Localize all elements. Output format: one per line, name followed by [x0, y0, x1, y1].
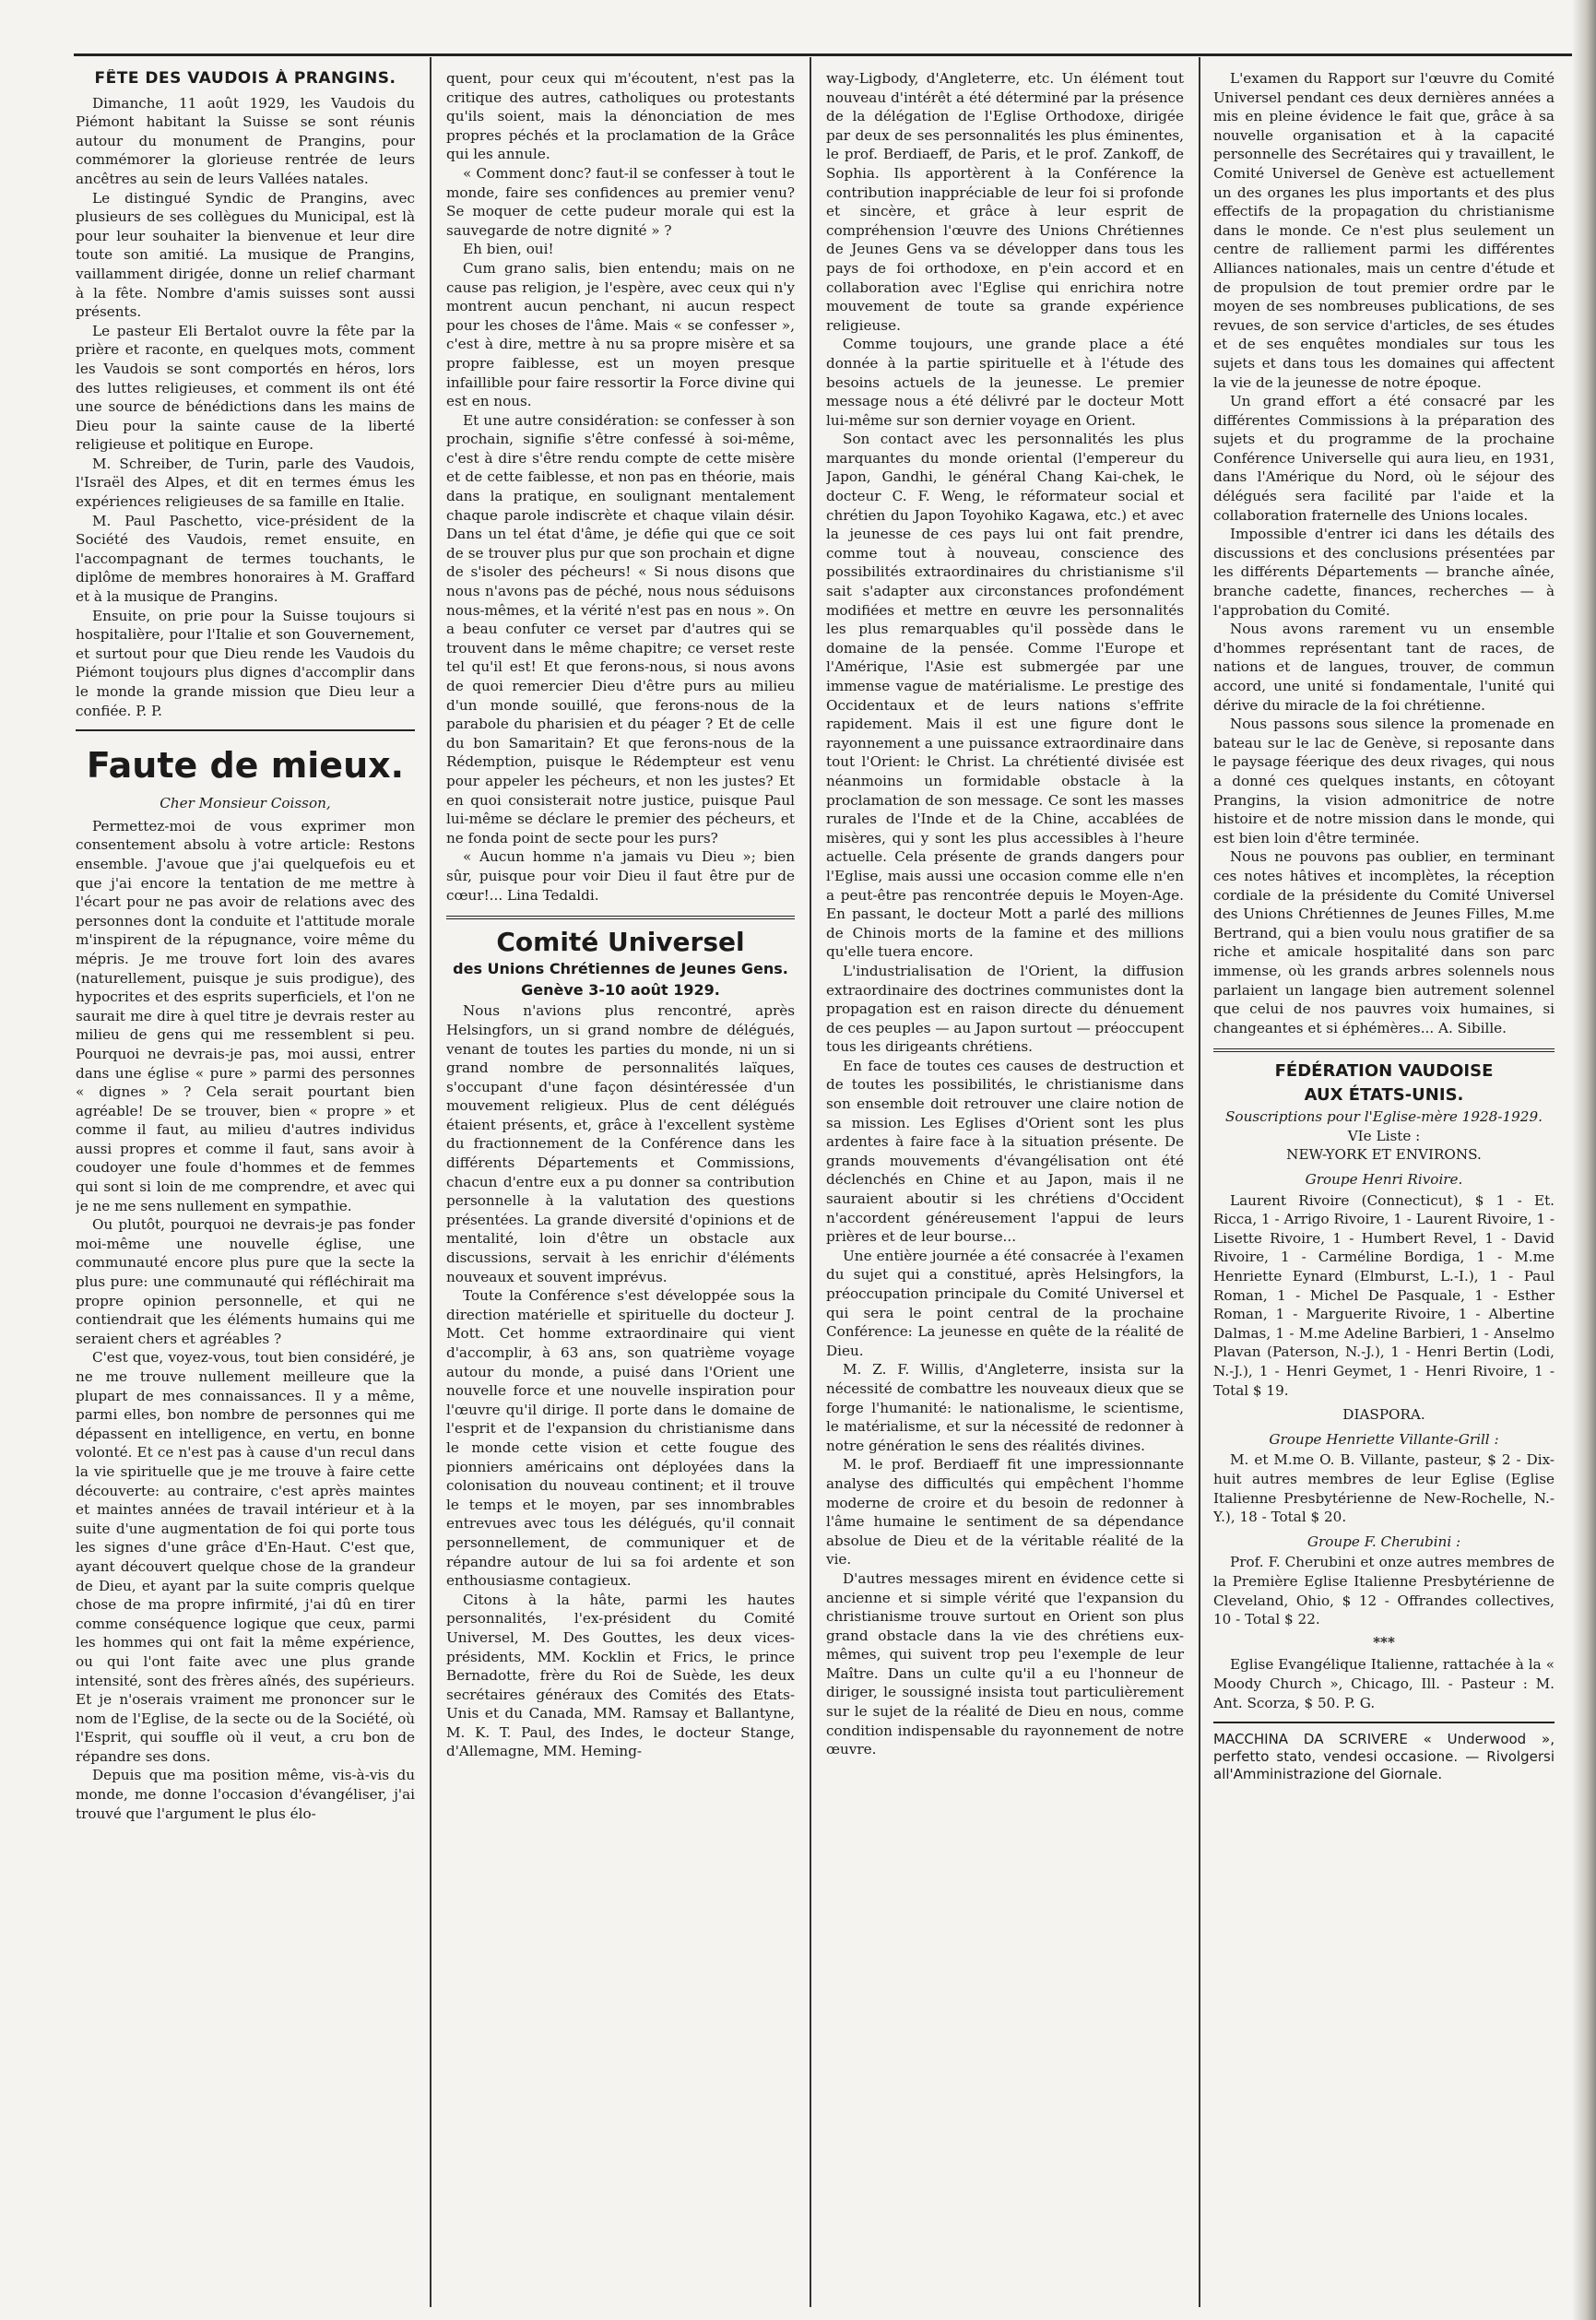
fete-paragraph: Ensuite, on prie pour la Suisse toujours si hospitalière, pour l'Italie et son Gouvernement, et surtout pour que Dieu rende les Vaudois du Piémont toujours plus dignes d'accomplir dans le monde la grande mission que Dieu leur a confiée. P. P. — [76, 607, 415, 719]
comite-paragraph: L'examen du Rapport sur l'œuvre du Comité Universel pendant ces deux dernières années a mis en pleine évidence le fait que, grâce à sa nouvelle organisation et à la capacité personnelle des Secrétaires qui y travaillent, le Comité Universel de Genève est actuellement un des organes les plus importants et des plus effectifs de la propagation du christianisme dans le monde. Ce n'est plus seulement un centre de ralliement parmi les différentes Alliances nationales, mais un centre d'étude et de propulsion de tout premier ordre par le moyen de ses nombreuses publications, de ses revues, de son service d'articles, de ses études et de ses enquêtes mondiales sur tous les sujets et dans tous les domaines qui affectent la vie de la jeunesse de notre époque. — [1213, 70, 1555, 391]
federation-region: NEW-YORK ET ENVIRONS. — [1286, 1146, 1482, 1164]
group-title: Groupe Henriette Villante-Grill : — [1269, 1430, 1499, 1448]
comite-paragraph: Toute la Conférence s'est développée sous la direction matérielle et spirituelle du docteur J. Mott. Cet homme extraordinaire qui vient d'accomplir, à 63 ans, son quatrième voyage autour du monde, a puisé dans l'Orient une nouvelle force et une nouvelle inspiration pour l'œuvre qu'il dirige. Il porte dans le domaine de l'esprit et de l'expansion du christianisme dans le monde cette vision et cette fougue des pionniers américains ont déployées dans la colonisation du nouveau continent; et il trouve le temps et le moyen, par ses innombrables entrevues avec tous les délégués, qu'il connait personnellement, de communiquer et de répandre autour de lui sa foi ardente et son enthousiasme contagieux. — [446, 1287, 795, 1590]
faute-paragraph: Cum grano salis, bien entendu; mais on ne cause pas religion, je l'espère, avec ceux qui n'y montrent aucun penchant, ni aucun respect pour les choses de l'âme. Mais « se confesser », c'est à dire, mettre à nu sa propre misère et sa propre faiblesse, est un moyen presque infaillible pour faire ressortir la Force divine qui est en nous. — [446, 259, 795, 410]
comite-paragraph: M. le prof. Berdiaeff fit une impressionnante analyse des difficultés qui empêchent l'homme moderne de croire et du besoin de redonner à l'âme humaine le sentiment de sa dépendance absolue de Dieu et de la véritable réalité de la vie. — [826, 1456, 1184, 1568]
faute-paragraph: Depuis que ma position même, vis-à-vis du monde, me donne l'occasion d'évangéliser, j'ai trouvé que l'argument le plus élo- — [76, 1767, 415, 1822]
diaspora-heading: DIASPORA. — [1342, 1406, 1425, 1424]
faute-title: Faute de mieux. — [86, 745, 405, 787]
comite-paragraph: Nous ne pouvons pas oublier, en terminant ces notes hâtives et incomplètes, la réception cordiale de la présidente du Comité Universel des Unions Chrétiennes de Jeunes Filles, M.me Bertrand, qui a bien voulu nous gratifier de sa riche et amicale hospitalité dans son parc immense, où les grands arbres solennels nous parlaient un langage bien autrement solennel que celui de nos pauvres voix humaines, si changeantes et si éphémères... A. Sibille. — [1213, 848, 1555, 1036]
comite-paragraph: Nous n'avions plus rencontré, après Helsingfors, un si grand nombre de délégués, venant de toutes les parties du monde, ni un si grand nombre de personnalités laïques, s'occupant d'une façon désintéressée d'un mouvement religieux. Plus de cent délégués étaient présents, et, grâce à l'excellent système du fractionnement de la Conférence dans les différents Départements et Commissions, chacun d'entre eux a pu donner sa contribution personnelle à la valutation des questions présentées. La grande diversité d'opinions et de mentalité, loin d'être un obstacle aux discussions, servait à les enrichir d'éléments nouveaux et souvent imprévus. — [446, 1002, 795, 1285]
comite-paragraph: Comme toujours, une grande place a été donnée à la partie spirituelle et à l'étude des besoins actuels de la jeunesse. Le premier message nous a été délivré par le docteur Mott lui-même sur son dernier voyage en Orient. — [826, 336, 1184, 429]
section-rule — [1213, 1048, 1555, 1052]
group-donations: Laurent Rivoire (Connecticut), $ 1 - Et. Ricca, 1 - Arrigo Rivoire, 1 - Laurent Rivoire, 1 - Lisette Rivoire, 1 - Humbert Revel, 1 - David Rivoire, 1 - Carméline Bordiga, 1 - M.me Henriette Eynard (Elmburst, L.-I.), 1 - Paul Roman, 1 - Michel De Pasquale, 1 - Esther Roman, 1 - Marguerite Rivoire, 1 - Albertine Dalmas, 1 - M.me Adeline Barbieri, 1 - Anselmo Plavan (Paterson, N.-J.), 1 - Henri Bertin (Lodi, N.-J.), 1 - Henri Geymet, 1 - Henri Rivoire, 1 - Total $ 19. — [1213, 1191, 1555, 1399]
faute-paragraph: Permettez-moi de vous exprimer mon consentement absolu à votre article: Restons ensemble. J'avoue que j'ai quelquefois eu et que j'ai encore la tentation de me mettre à l'écart pour ne pas avoir de relations avec des personnes dont la conduite et l'attitude morale m'inspirent de la répugnance, voire même du mépris. Je me trouve fort loin des avares (naturellement, puisque je suis prodigue), des hypocrites et des esprits superficiels, et l'on ne saurait me dire à quel titre je devrais rester au milieu de gens qui me ressemblent si peu. Pourquoi ne devrais-je pas, moi aussi, entrer dans une église « pure » parmi des personnes « dignes » ? Cela serait pourtant bien agréable! De se trouver, bien « propre » et comme il faut, au milieu d'autres individus aussi propres et comme il faut, sans avoir à coudoyer une foule d'hommes et de femmes qui sont si loin de me comprendre, et avec qui je ne me sens nullement en sympathie. — [76, 817, 415, 1214]
section-rule — [446, 916, 795, 919]
comite-paragraph: L'industrialisation de l'Orient, la diffusion extraordinaire des doctrines communistes dont la propagation est en raison directe du dénuement de ces peuples — au Japon surtout — préoccupent tous les dirigeants chrétiens. — [826, 962, 1184, 1056]
column-2 — [446, 69, 795, 1761]
comite-title: Comité Universel — [496, 927, 745, 958]
comite-paragraph: Nous passons sous silence la promenade en bateau sur le lac de Genève, si reposante dans le paysage féerique des deux rivages, qui nous a donné ces quelques instants, en côtoyant Prangins, la vision admonitrice de notre histoire et de notre mission dans le monde, qui est bien loin d'être terminée. — [1213, 716, 1555, 846]
federation-title: FÉDÉRATION VAUDOISE — [1274, 1061, 1494, 1082]
comite-paragraph: D'autres messages mirent en évidence cette si ancienne et si simple vérité que l'expansion du christianisme trouve surtout en Orient son plus grand obstacle dans la vie des chrétiens eux-mêmes, qui suivent trop peu l'exemple de leur Maître. Dans un culte qu'il a eu l'honneur de diriger, le soussigné insista tout particulièrement sur le sujet de la réalité de Dieu en nous, comme condition indispensable du rayonnement de notre œuvre. — [826, 1569, 1184, 1758]
comite-paragraph: Un grand effort a été consacré par les différentes Commissions à la préparation des sujets et du programme de la prochaine Conférence Universelle qui aura lieu, en 1931, dans l'Amérique du Nord, où le séjour des délégués sera facilité par l'aide et la collaboration fraternelle des Unions locales. — [1213, 393, 1555, 524]
group-donations: Prof. F. Cherubini et onze autres membres de la Première Eglise Italienne Presbytérienne de Cleveland, Ohio, $ 12 - Offrandes collectives, 10 - Total $ 22. — [1213, 1554, 1555, 1628]
group-title: Groupe Henri Rivoire. — [1305, 1171, 1463, 1189]
section-rule — [1213, 1722, 1555, 1723]
fete-paragraph: Dimanche, 11 août 1929, les Vaudois du Piémont habitant la Suisse se sont réunis autour du monument de Prangins, pour commémorer la glorieuse rentrée de leurs ancêtres au sein de leurs Vallées natales. — [76, 94, 415, 187]
column-4 — [1213, 69, 1555, 1783]
comite-continuation: way-Ligbody, d'Angleterre, etc. Un élément tout nouveau d'intérêt a été déterminé par la présence de la délégation de l'Eglise Orthodoxe, dirigée par deux de ses personnalités les plus éminentes, le prof. Berdiaeff, de Paris, et le prof. Zankoff, de Sophia. Ils apportèrent à la Conférence la contribution inappréciable de leur foi si profonde et sincère, et grâce à leur esprit de compréhension l'œuvre des Unions Chrétiennes de Jeunes Gens va se développer dans tous les pays de foi orthodoxe, en p'ein accord et en collaboration avec l'Eglise qui enrichira notre mouvement de toute sa grande expérience religieuse. — [826, 70, 1184, 334]
federation-title-2: AUX ÉTATS-UNIS. — [1304, 1085, 1464, 1106]
comite-paragraph: M. Z. F. Willis, d'Angleterre, insista sur la nécessité de combattre les nouveaux dieux que se forge l'humanité: le nationalisme, le scientisme, le matérialisme, et sur la nécessité de redonner à notre génération le sens des réalités divines. — [826, 1361, 1184, 1454]
column-1 — [76, 69, 415, 1823]
fete-paragraph: Le distingué Syndic de Prangins, avec plusieurs de ses collègues du Municipal, est là pour leur souhaiter la bienvenue et leur dire toute son amitié. La musique de Prangins, vaillamment dirigée, donne un relief charmant à la fête. Nombre d'amis suisses sont aussi présents. — [76, 189, 415, 321]
faute-paragraph: Et une autre considération: se confesser à son prochain, signifie s'être confessé à soi-même, c'est à dire s'être rendu compte de cette misère et de cette faiblesse, et non pas en théorie, mais dans la pratique, en soulignant mentalement chaque parole indiscrète et chaque vilain désir. Dans un tel état d'âme, je défie qui que ce soit de se trouver plus pur que son prochain et digne de s'isoler des pécheurs! « Si nous disons que nous n'avons pas de péché, nous nous séduisons nous-mêmes, et la vérité n'est pas en nous ». On a beau confuter ce verset par d'autres qui se trouvent dans le même chapitre; ce verset reste tel qu'il est! Et que ferons-nous, si nous avons de quoi remercier Dieu d'être purs au milieu d'un monde souillé, que ferons-nous de la parabole du pharisien et du péager ? Et de celle du bon Samaritain? Et que ferons-nous de la Rédemption, puisque le Rédempteur est venu pour appeler les pécheurs, et non les justes? Et en quoi consisterait notre justice, puisque Paul lui-même se déclare le premier des pécheurs, et ne fonda point de secte pour les purs? — [446, 411, 795, 846]
church-donation: Eglise Evangélique Italienne, rattachée à la « Moody Church », Chicago, Ill. - Pasteur : M. Ant. Scorza, $ 50. P. G. — [1213, 1656, 1555, 1711]
letter-salutation: Cher Monsieur Coisson, — [160, 795, 331, 812]
page-edge-shadow — [1572, 0, 1596, 2320]
comite-paragraph: Nous avons rarement vu un ensemble d'hommes représentant tant de races, de nations et de langues, trouver, de commun accord, une unité si fondamentale, l'unité qui dérive du miracle de la foi chrétienne. — [1213, 621, 1555, 714]
group-donations: M. et M.me O. B. Villante, pasteur, $ 2 - Dix-huit autres membres de leur Eglise (Eglise Italienne Presbytérienne de New-Rochelle, N.-Y.), 18 - Total $ 20. — [1213, 1451, 1555, 1526]
column-divider — [810, 57, 811, 2307]
section-rule — [76, 729, 415, 731]
faute-paragraph: C'est que, voyez-vous, tout bien considéré, je ne me trouve nullement meilleure que la plupart de mes connaissances. Il y a même, parmi elles, bon nombre de personnes qui me dépassent en intelligence, en vertu, en bonne volonté. Et ce n'est pas à cause d'un recul dans la vie spirituelle que je me trouve à faire cette découverte: au contraire, c'est après maintes et maintes années de travail intérieur et à la suite d'une augmentation de foi qui porte tous les signes d'une grâce d'En-Haut. C'est que, ayant découvert quelque chose de la grandeur de Dieu, et ayant par la suite compris quelque chose de ma propre infirmité, j'ai dû en tirer comme conséquence logique que ceux, parmi les hommes qui ont fait la même expérience, ou qui l'ont faite avec une plus grande intensité, sont des frères aînés, des supérieurs. Et je n'oserais vraiment me prononcer sur le nom de l'Eglise, de la secte ou de la Société, où l'Esprit, qui souffle où il veut, a cru bon de répandre ses dons. — [76, 1349, 415, 1765]
faute-paragraph: « Comment donc? faut-il se confesser à tout le monde, faire ses confidences au premier venu? Se moquer de cette pudeur morale qui est la sauvegarde de notre dignité » ? — [446, 164, 795, 239]
group-title: Groupe F. Cherubini : — [1306, 1533, 1461, 1550]
faute-paragraph: Ou plutôt, pourquoi ne devrais-je pas fonder moi-même une nouvelle église, une communauté encore plus pure que la secte la plus pure: une communauté qui réfléchirait ma propre opinion personnelle, et qui ne contiendrait que les éléments humains qui me seraient chers et agréables ? — [76, 1216, 415, 1347]
comite-subtitle: des Unions Chrétiennes de Jeunes Gens. — [453, 960, 788, 978]
federation-subtitle: Souscriptions pour l'Eglise-mère 1928-1929. — [1225, 1108, 1543, 1126]
fete-title: FÊTE DES VAUDOIS À PRANGINS. — [94, 69, 396, 88]
separator-stars: *** — [1373, 1633, 1395, 1651]
fete-paragraph: Le pasteur Eli Bertalot ouvre la fête par la prière et raconte, en quelques mots, comment les Vaudois se sont comportés en héros, lors des luttes religieuses, et comment ils ont été une source de bénédictions dans les mains de Dieu pour la sainte cause de la liberté religieuse et politique en Europe. — [76, 322, 415, 454]
faute-continuation: quent, pour ceux qui m'écoutent, n'est pas la critique des autres, catholiques ou protestants qu'ils soient, mais la dénonciation de mes propres péchés et la proclamation de la Grâce qui les annule. — [446, 70, 795, 163]
comite-paragraph: Impossible d'entrer ici dans les détails des discussions et des conclusions présentées par les différents Départements — branche aînée, branche cadette, finances, recherches — à l'approbation du Comité. — [1213, 526, 1555, 619]
typewriter-ad: MACCHINA DA SCRIVERE « Underwood », perfetto stato, vendesi occasione. — Rivolgersi all'Amministrazione del Giornale. — [1213, 1731, 1555, 1783]
comite-paragraph: En face de toutes ces causes de destruction et de toutes les possibilités, le christianisme dans son ensemble doit retrouver une claire notion de sa mission. Les Eglises d'Orient sont les plus ardentes à faire face à la situation présente. De grands mouvements d'évangélisation ont été déclenchés en Chine et au Japon, mais il ne sauraient aboutir si les chrétiens d'Occident n'accordent généreusement l'appui de leurs prières et de leur bourse... — [826, 1057, 1184, 1246]
comite-dates: Genève 3-10 août 1929. — [521, 980, 720, 999]
comite-paragraph: Son contact avec les personnalités les plus marquantes du monde oriental (l'empereur du Japon, Gandhi, le général Chang Kai-chek, le docteur C. F. Weng, le réformateur social et chrétien du Japon Toyohiko Kagawa, etc.) et avec la jeunesse de ces pays lui ont fait prendre, comme tout à nouveau, conscience des possibilités extraordinaires du christianisme s'il sait s'adapter aux circonstances profondément modifiées et mettre en œuvre les personnalités les plus remarquables qu'il possède dans le domaine de la pensée. Comme l'Europe et l'Amérique, l'Asie est submergée par une immense vague de matérialisme. Le prestige des Occidentaux et de leurs nations s'effrite rapidement. Mais il est une figure dont le rayonnement a une puissance extraordinaire dans tout l'Orient: le Christ. La chrétienté divisée est néanmoins un formidable obstacle à la proclamation de son message. Ce sont les masses rurales de l'Inde et de la Chine, accablées de misères, qui y sont les plus accessibles à l'heure actuelle. Cela présente de grands dangers pour l'Eglise, mais aussi une occasion comme elle n'en a peut-être pas rencontrée depuis le Moyen-Age. En passant, le docteur Mott a parlé des millions de Chinois morts de la famine et des millions qu'elle tuera encore. — [826, 431, 1184, 961]
top-rule — [74, 53, 1575, 56]
column-divider — [1199, 57, 1200, 2307]
column-3 — [826, 69, 1184, 1759]
column-divider — [430, 57, 432, 2307]
federation-list-number: VIe Liste : — [1347, 1127, 1421, 1144]
fete-paragraph: M. Schreiber, de Turin, parle des Vaudois, l'Israël des Alpes, et dit en termes émus les expériences religieuses de sa famille en Italie. — [76, 455, 415, 511]
faute-paragraph: Eh bien, oui! — [463, 241, 554, 258]
fete-paragraph: M. Paul Paschetto, vice-président de la Société des Vaudois, remet ensuite, en l'accompagnant de termes touchants, le diplôme de membres honoraires à M. Graffard et à la musique de Prangins. — [76, 512, 415, 606]
comite-paragraph: Une entière journée a été consacrée à l'examen du sujet qui a constitué, après Helsingfors, la préoccupation principale du Comité Universel et qui sera le point central de la prochaine Conférence: La jeunesse en quête de la réalité de Dieu. — [826, 1247, 1184, 1359]
faute-paragraph: « Aucun homme n'a jamais vu Dieu »; bien sûr, puisque pour voir Dieu il faut être pur de cœur!... Lina Tedaldi. — [446, 848, 795, 904]
comite-paragraph: Citons à la hâte, parmi les hautes personnalités, l'ex-président du Comité Universel, M. Des Gouttes, les deux vices-présidents, MM. Kocklin et Frics, le prince Bernadotte, frère du Roi de Suède, les deux secrétaires généraux des Comités des Etats-Unis et du Canada, MM. Ramsay et Ballantyne, M. K. T. Paul, des Indes, le docteur Stange, d'Allemagne, MM. Heming- — [446, 1591, 795, 1760]
